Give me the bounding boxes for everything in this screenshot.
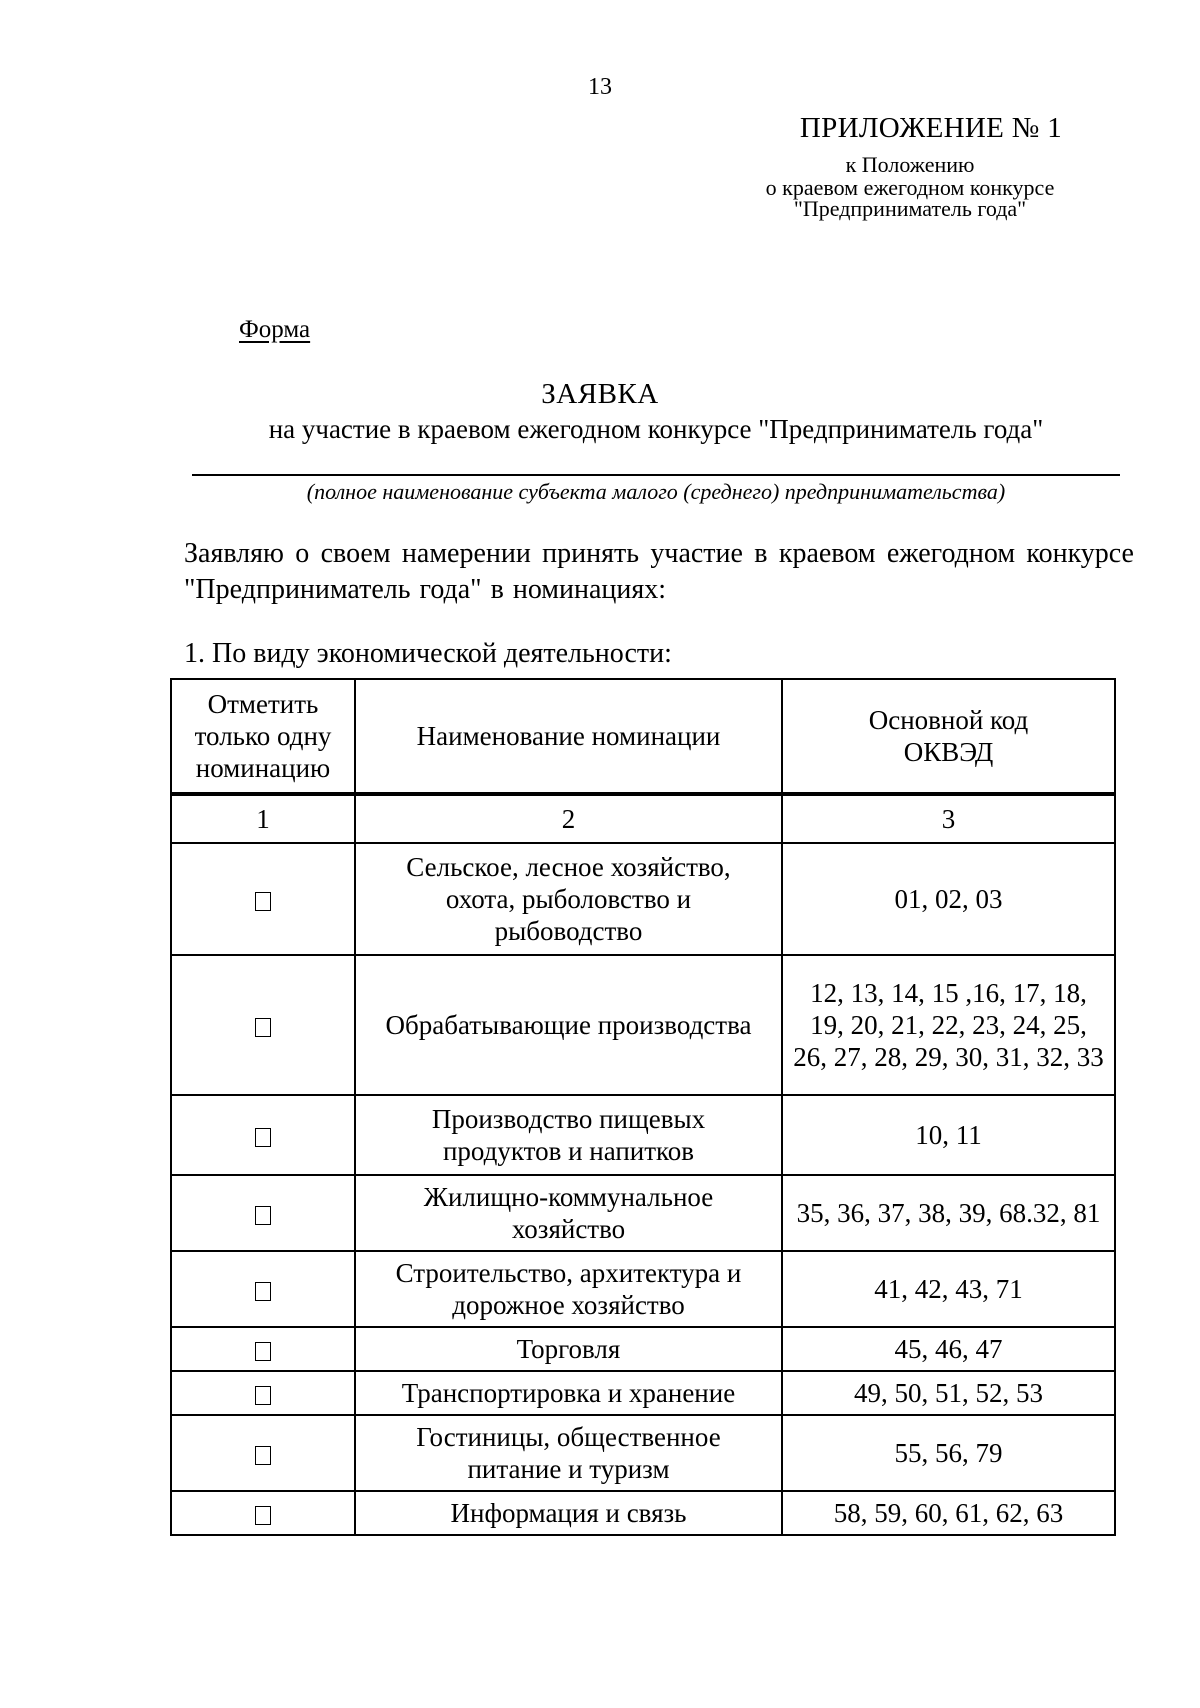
section-title: 1. По виду экономической деятельности: (184, 638, 672, 669)
table-row (171, 1415, 1115, 1491)
nomination-name: Транспортировка и хранение (355, 1371, 782, 1415)
nomination-select-cell (171, 1415, 355, 1491)
nomination-name: Гостиницы, общественное питание и туризм (355, 1415, 782, 1491)
nomination-name: Торговля (355, 1327, 782, 1371)
nomination-select-cell (171, 1491, 355, 1535)
entity-name-caption: (полное наименование субъекта малого (среднего) предпринимательства) (306, 479, 1006, 504)
table-row (171, 1327, 1115, 1371)
header-okved-code: Основной код ОКВЭД (782, 679, 1115, 794)
page-number: 13 (588, 74, 612, 100)
table-row (171, 1491, 1115, 1535)
appendix-subtitle-line-3: "Предприниматель года" (793, 196, 1027, 221)
nomination-checkbox[interactable] (255, 1206, 271, 1225)
okved-codes: 45, 46, 47 (782, 1327, 1115, 1371)
column-number: 1 (171, 794, 355, 843)
table-row (171, 1175, 1115, 1251)
nomination-name: Строительство, архитектура и дорожное хозяйство (355, 1251, 782, 1327)
okved-codes: 41, 42, 43, 71 (782, 1251, 1115, 1327)
nomination-checkbox[interactable] (255, 1506, 271, 1525)
table-row (171, 955, 1115, 1095)
header-select: Отметить только одну номинацию (171, 679, 355, 794)
statement-text: Заявляю о своем намерении принять участие в краевом ежегодном конкурсе "Предприниматель года" в номинациях: (184, 538, 1134, 605)
table-row (171, 1095, 1115, 1175)
table-row (171, 1251, 1115, 1327)
okved-codes: 01, 02, 03 (782, 843, 1115, 955)
form-label: Форма (239, 316, 311, 343)
nominations-table (170, 678, 1116, 1536)
nomination-checkbox[interactable] (255, 1282, 271, 1301)
nomination-name: Обрабатывающие производства (355, 955, 782, 1095)
column-number: 2 (355, 794, 782, 843)
table-row (171, 1371, 1115, 1415)
nomination-select-cell (171, 1371, 355, 1415)
nomination-name: Информация и связь (355, 1491, 782, 1535)
nomination-name: Жилищно-коммунальное хозяйство (355, 1175, 782, 1251)
document-subtitle: на участие в краевом ежегодном конкурсе "Предприниматель года" (268, 414, 1044, 444)
okved-codes: 10, 11 (782, 1095, 1115, 1175)
okved-codes: 55, 56, 79 (782, 1415, 1115, 1491)
nomination-select-cell (171, 843, 355, 955)
table-row (171, 843, 1115, 955)
entity-name-field-line[interactable] (192, 474, 1120, 476)
okved-codes: 35, 36, 37, 38, 39, 68.32, 81 (782, 1175, 1115, 1251)
nomination-select-cell (171, 1175, 355, 1251)
nomination-checkbox[interactable] (255, 1128, 271, 1147)
appendix-title: ПРИЛОЖЕНИЕ № 1 (799, 112, 1062, 144)
appendix-subtitle-line-1: к Положению (845, 152, 975, 177)
nomination-checkbox[interactable] (255, 892, 271, 911)
nomination-select-cell (171, 1251, 355, 1327)
nomination-checkbox[interactable] (255, 1018, 271, 1037)
nomination-checkbox[interactable] (255, 1342, 271, 1361)
okved-codes: 49, 50, 51, 52, 53 (782, 1371, 1115, 1415)
nomination-name: Сельское, лесное хозяйство, охота, рыболовство и рыбоводство (355, 843, 782, 955)
nomination-checkbox[interactable] (255, 1386, 271, 1405)
column-number-row (171, 794, 1115, 843)
okved-codes: 12, 13, 14, 15 ,16, 17, 18, 19, 20, 21, 22, 23, 24, 25, 26, 27, 28, 29, 30, 31, 32, 33 (782, 955, 1115, 1095)
header-nomination-name: Наименование номинации (355, 679, 782, 794)
nomination-name: Производство пищевых продуктов и напитков (355, 1095, 782, 1175)
table-header-row (171, 679, 1115, 794)
column-number: 3 (782, 794, 1115, 843)
nomination-select-cell (171, 1327, 355, 1371)
nomination-checkbox[interactable] (255, 1446, 271, 1465)
appendix-subtitle-line-2: о краевом ежегодном конкурсе (765, 175, 1055, 200)
document-title: ЗАЯВКА (541, 378, 659, 410)
nomination-select-cell (171, 955, 355, 1095)
okved-codes: 58, 59, 60, 61, 62, 63 (782, 1491, 1115, 1535)
nomination-select-cell (171, 1095, 355, 1175)
